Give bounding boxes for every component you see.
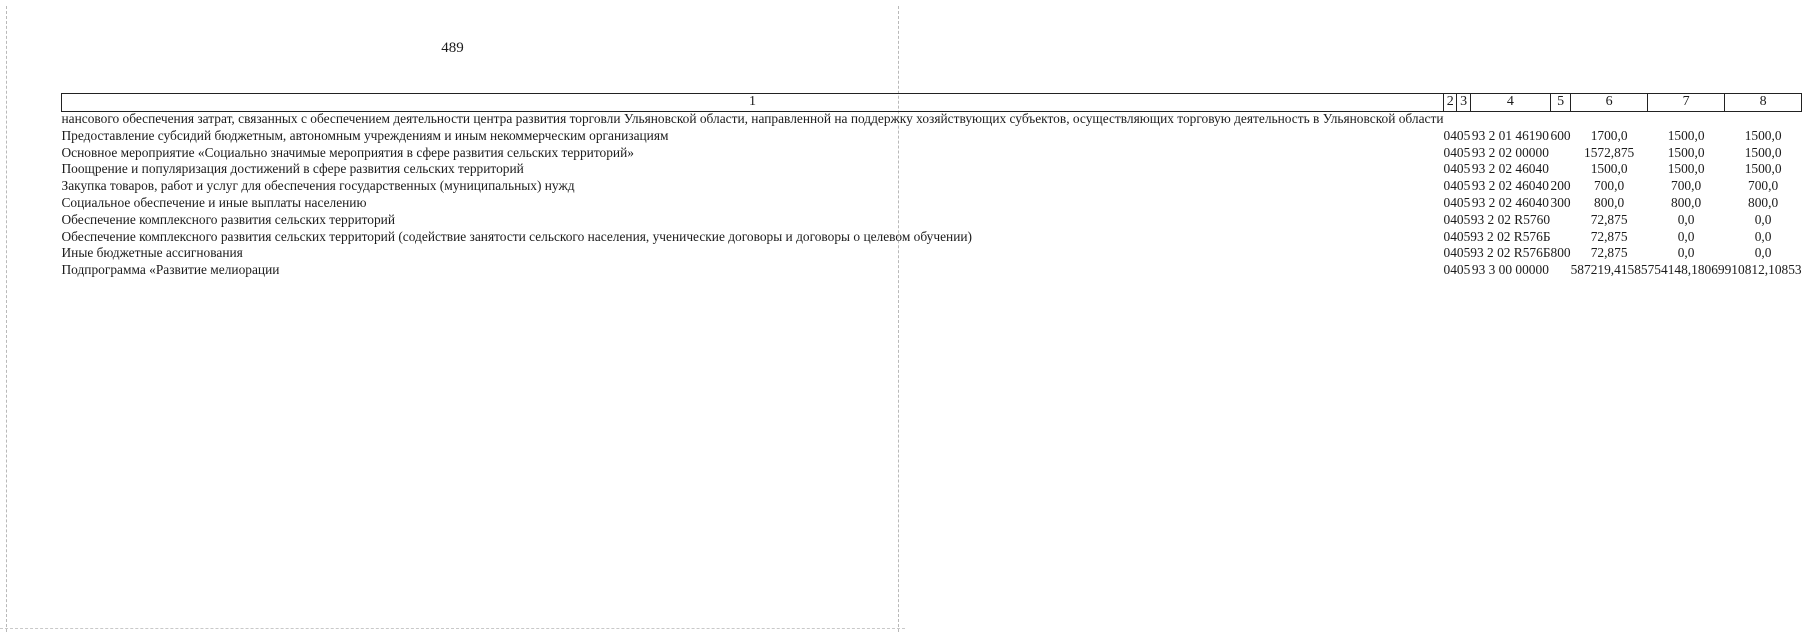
table-row (62, 162, 1802, 179)
row-name: Обеспечение комплексного развития сельских территорий (содействие занятости сельского населения, ученические договоры и договоры о целевом обучении) (61, 228, 973, 244)
cell-subsection (1457, 112, 1470, 129)
cell-expense-type: 200 (1550, 178, 1571, 194)
cell-amount-3: 800,0 (1748, 194, 1779, 210)
cell-subsection: 05 (1456, 194, 1471, 210)
column-header: 6 (1571, 94, 1648, 112)
row-name: Предоставление субсидий бюджетным, автономным учреждениям и иным некоммерческим организациям (61, 127, 669, 143)
row-name: Подпрограмма «Развитие мелиорации (61, 262, 280, 278)
cell-amount-1: 1700,0 (1590, 127, 1628, 143)
cell-target-code: 93 2 02 R576Б (1470, 228, 1551, 244)
table-row (62, 196, 1802, 213)
cell-amount-1: 72,875 (1590, 211, 1628, 227)
cell-subsection: 05 (1456, 262, 1471, 278)
table-row (62, 263, 1802, 280)
cell-subsection: 05 (1456, 144, 1471, 160)
cell-amount-2: 0,0 (1677, 245, 1695, 261)
cell-target-code: 93 2 01 46190 (1471, 127, 1549, 143)
cell-amount-2 (1648, 112, 1725, 129)
cell-amount-3: 0,0 (1754, 245, 1772, 261)
cell-section: 04 (1443, 127, 1457, 143)
column-header: 8 (1725, 94, 1802, 112)
cell-subsection: 05 (1456, 161, 1471, 177)
cell-target-code: 93 2 02 00000 (1471, 144, 1549, 160)
table-row (62, 112, 1802, 129)
cell-amount-1: 587219,41585 (1570, 262, 1648, 278)
cell-section: 04 (1443, 245, 1457, 261)
cell-amount-3: 0,0 (1754, 228, 1772, 244)
cell-target-code (1470, 112, 1550, 129)
cell-section: 04 (1443, 161, 1457, 177)
cell-amount-1 (1571, 112, 1648, 129)
page-bottom-edge (0, 628, 905, 629)
cell-amount-1: 1572,875 (1584, 144, 1635, 160)
row-name: нансового обеспечения затрат, связанных с обеспечением деятельности центра развития торговли Ульяновской области, направленной на поддержку хозяйствующих субъектов, осуществляющих торговую деятельность в Ульяновской области (61, 111, 1444, 126)
cell-amount-2: 1500,0 (1667, 127, 1705, 143)
table-row (62, 146, 1802, 163)
column-header: 2 (1444, 94, 1457, 112)
cell-amount-3: 1500,0 (1744, 127, 1782, 143)
cell-amount-1: 700,0 (1594, 178, 1625, 194)
cell-subsection: 05 (1456, 228, 1471, 244)
table-row (62, 213, 1802, 230)
cell-target-code: 93 3 00 00000 (1471, 262, 1549, 278)
table-row (62, 230, 1802, 247)
row-name: Иные бюджетные ассигнования (61, 245, 243, 261)
column-header: 7 (1648, 94, 1725, 112)
cell-amount-3: 910812,10853 (1724, 262, 1802, 278)
cell-expense-type (1551, 230, 1571, 247)
cell-amount-1: 72,875 (1590, 245, 1628, 261)
cell-amount-3: 700,0 (1748, 178, 1779, 194)
cell-amount-1: 72,875 (1590, 228, 1628, 244)
budget-table (61, 93, 1802, 280)
cell-subsection: 05 (1456, 245, 1471, 261)
cell-amount-3: 1500,0 (1744, 161, 1782, 177)
cell-expense-type (1551, 213, 1571, 230)
cell-section: 04 (1443, 178, 1457, 194)
cell-amount-2: 700,0 (1671, 178, 1702, 194)
table-header-row (62, 94, 1802, 112)
cell-section (1444, 112, 1457, 129)
cell-amount-2: 800,0 (1671, 194, 1702, 210)
cell-amount-1: 1500,0 (1590, 161, 1628, 177)
cell-section: 04 (1443, 144, 1457, 160)
cell-expense-type (1551, 112, 1571, 129)
cell-expense-type (1551, 146, 1571, 163)
row-name: Обеспечение комплексного развития сельских территорий (61, 211, 396, 227)
column-header: 3 (1457, 94, 1470, 112)
row-name: Социальное обеспечение и иные выплаты населению (61, 194, 367, 210)
cell-target-code: 93 2 02 46040 (1471, 178, 1549, 194)
cell-expense-type: 300 (1550, 194, 1571, 210)
cell-section: 04 (1443, 228, 1457, 244)
table-row (62, 129, 1802, 146)
cell-target-code: 93 2 02 R5760 (1470, 211, 1551, 227)
cell-amount-3: 1500,0 (1744, 144, 1782, 160)
row-name: Основное мероприятие «Социально значимые мероприятия в сфере развития сельских территорий» (61, 144, 634, 160)
cell-section: 04 (1443, 211, 1457, 227)
cell-expense-type: 800 (1550, 245, 1571, 261)
cell-section: 04 (1443, 194, 1457, 210)
cell-amount-2: 1500,0 (1667, 161, 1705, 177)
cell-amount-2: 0,0 (1677, 211, 1695, 227)
cell-amount-3: 0,0 (1754, 211, 1772, 227)
cell-subsection: 05 (1456, 211, 1471, 227)
cell-target-code: 93 2 02 R576Б (1470, 245, 1551, 261)
cell-amount-2: 1500,0 (1667, 144, 1705, 160)
cell-target-code: 93 2 02 46040 (1471, 194, 1549, 210)
row-name: Поощрение и популяризация достижений в сфере развития сельских территорий (61, 161, 524, 177)
cell-amount-2: 754148,18069 (1647, 262, 1725, 278)
cell-subsection: 05 (1456, 127, 1471, 143)
cell-expense-type (1551, 263, 1571, 280)
table-row (62, 246, 1802, 263)
cell-amount-3 (1725, 112, 1802, 129)
row-name: Закупка товаров, работ и услуг для обеспечения государственных (муниципальных) нужд (61, 178, 575, 194)
cell-expense-type: 600 (1550, 127, 1571, 143)
cell-subsection: 05 (1456, 178, 1471, 194)
cell-expense-type (1551, 162, 1571, 179)
column-header: 1 (62, 94, 1444, 112)
table-row (62, 179, 1802, 196)
cell-target-code: 93 2 02 46040 (1471, 161, 1549, 177)
cell-section: 04 (1443, 262, 1457, 278)
column-header: 5 (1551, 94, 1571, 112)
cell-amount-1: 800,0 (1594, 194, 1625, 210)
column-header: 4 (1470, 94, 1550, 112)
cell-amount-2: 0,0 (1677, 228, 1695, 244)
page-number: 489 (441, 40, 464, 56)
